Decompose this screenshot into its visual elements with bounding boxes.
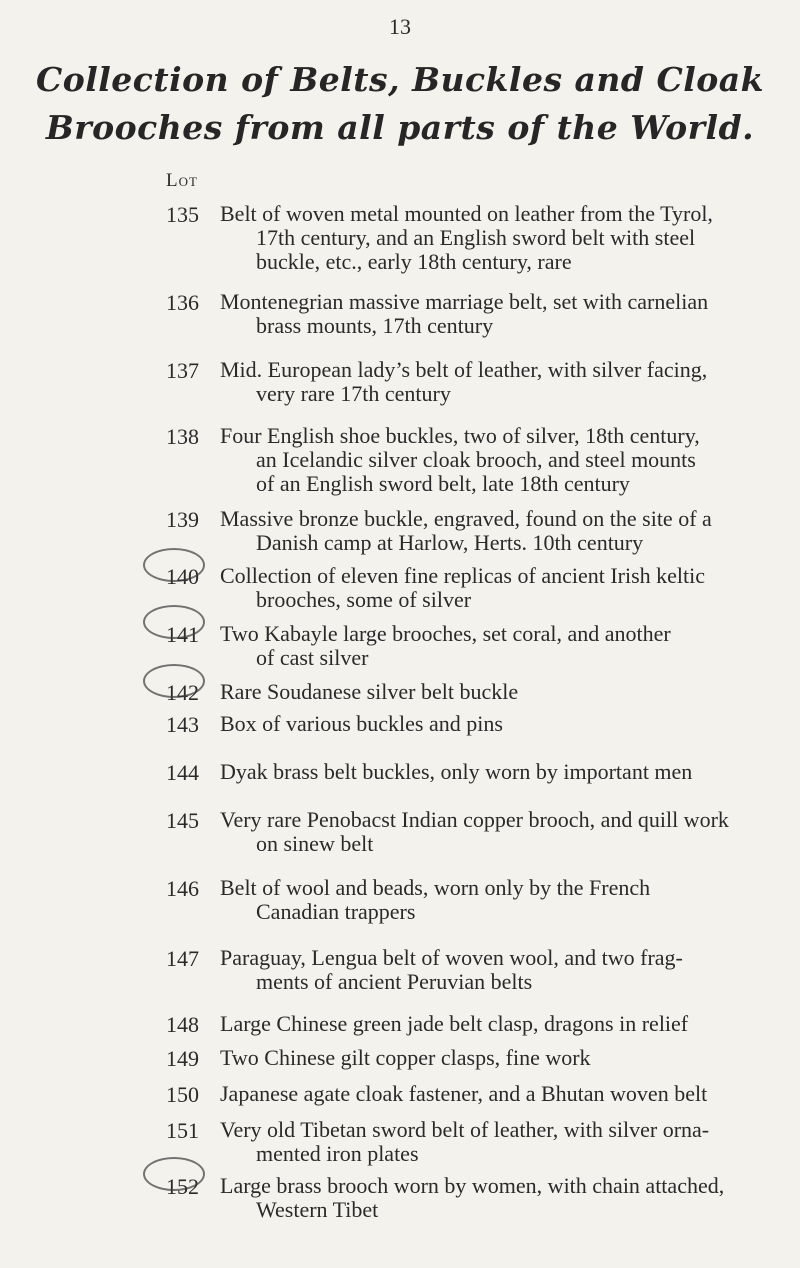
- lot-description-line: Massive bronze buckle, engraved, found on the site of a: [220, 506, 712, 531]
- lot-number: 137: [166, 358, 199, 383]
- lot-number: 150: [166, 1082, 199, 1107]
- lot-description: [220, 424, 740, 496]
- lot-description-line: ments of ancient Peruvian belts: [256, 969, 533, 994]
- lot-description-line: mented iron plates: [256, 1141, 419, 1166]
- lot-description: [220, 876, 740, 924]
- lot-number: 142: [166, 680, 199, 705]
- lot-description-line: of cast silver: [256, 645, 369, 670]
- lot-description: [220, 1174, 740, 1222]
- lot-description: [220, 507, 740, 555]
- lot-description-line: Large Chinese green jade belt clasp, dragons in relief: [220, 1011, 689, 1036]
- catalogue-heading-line-1: Collection of Belts, Buckles and Cloak: [35, 60, 765, 99]
- lot-description-line: Mid. European lady’s belt of leather, with silver facing,: [220, 357, 708, 382]
- lot-description: [220, 290, 740, 338]
- lot-description: [220, 946, 740, 994]
- lot-description-line: Four English shoe buckles, two of silver, 18th century,: [220, 423, 700, 448]
- lot-number: 144: [166, 760, 199, 785]
- lot-description: [220, 1012, 740, 1036]
- lot-description: [220, 564, 740, 612]
- lot-description-line: of an English sword belt, late 18th century: [256, 471, 630, 496]
- lot-number: 148: [166, 1012, 199, 1037]
- lot-description-line: Two Chinese gilt copper clasps, fine work: [220, 1045, 591, 1070]
- lot-description: [220, 712, 740, 736]
- lot-description: [220, 1118, 740, 1166]
- lot-number: 149: [166, 1046, 199, 1071]
- pencil-circle-mark: [143, 605, 205, 639]
- pencil-circle-mark: [143, 548, 205, 582]
- lot-description-line: on sinew belt: [256, 831, 374, 856]
- lot-number: 147: [166, 946, 199, 971]
- lot-description-line: 17th century, and an English sword belt with steel: [256, 225, 696, 250]
- lot-description-line: Paraguay, Lengua belt of woven wool, and two frag-: [220, 945, 683, 970]
- lot-description: [220, 622, 740, 670]
- lot-number: 138: [166, 424, 199, 449]
- lot-description: [220, 760, 740, 784]
- lot-description-line: Box of various buckles and pins: [220, 711, 503, 736]
- lot-description-line: Danish camp at Harlow, Herts. 10th century: [256, 530, 644, 555]
- lot-number: 146: [166, 876, 199, 901]
- lot-description-line: Rare Soudanese silver belt buckle: [220, 679, 519, 704]
- lot-description-line: Western Tibet: [256, 1197, 379, 1222]
- lot-description-line: Dyak brass belt buckles, only worn by important men: [220, 759, 693, 784]
- lot-number: 140: [166, 564, 199, 589]
- lot-description-line: brass mounts, 17th century: [256, 313, 494, 338]
- lot-description: [220, 680, 740, 704]
- lot-description: [220, 808, 740, 856]
- lot-number: 145: [166, 808, 199, 833]
- lot-column-label: Lot: [166, 170, 198, 191]
- lot-number: 151: [166, 1118, 199, 1143]
- lot-number: 143: [166, 712, 199, 737]
- pencil-circle-mark: [143, 1157, 205, 1191]
- lot-description-line: an Icelandic silver cloak brooch, and steel mounts: [256, 447, 696, 472]
- lot-description-line: Collection of eleven fine replicas of ancient Irish keltic: [220, 563, 706, 588]
- lot-description-line: Belt of wool and beads, worn only by the French: [220, 875, 651, 900]
- lot-number: 152: [166, 1174, 199, 1199]
- lot-description-line: Very old Tibetan sword belt of leather, with silver orna-: [220, 1117, 710, 1142]
- lot-description-line: buckle, etc., early 18th century, rare: [256, 249, 572, 274]
- lot-number: 141: [166, 622, 199, 647]
- lot-number: 136: [166, 290, 199, 315]
- lot-description-line: Canadian trappers: [256, 899, 416, 924]
- lot-description-line: Very rare Penobacst Indian copper brooch, and quill work: [220, 807, 729, 832]
- lot-description: [220, 1082, 740, 1106]
- lot-description: [220, 1046, 740, 1070]
- lot-number: 135: [166, 202, 199, 227]
- lot-description-line: brooches, some of silver: [256, 587, 472, 612]
- page-number: 13: [389, 14, 411, 39]
- lot-description-line: Japanese agate cloak fastener, and a Bhutan woven belt: [220, 1081, 708, 1106]
- lot-description-line: Two Kabayle large brooches, set coral, and another: [220, 621, 671, 646]
- lot-number: 139: [166, 507, 199, 532]
- lot-description-line: Montenegrian massive marriage belt, set with carnelian: [220, 289, 709, 314]
- lot-description-line: Large brass brooch worn by women, with chain attached,: [220, 1173, 725, 1198]
- catalogue-heading-line-2: Brooches from all parts of the World.: [45, 108, 755, 147]
- lot-description-line: Belt of woven metal mounted on leather from the Tyrol,: [220, 201, 713, 226]
- pencil-circle-mark: [143, 664, 205, 698]
- lot-description: [220, 358, 740, 406]
- lot-description: [220, 202, 740, 274]
- lot-description-line: very rare 17th century: [256, 381, 451, 406]
